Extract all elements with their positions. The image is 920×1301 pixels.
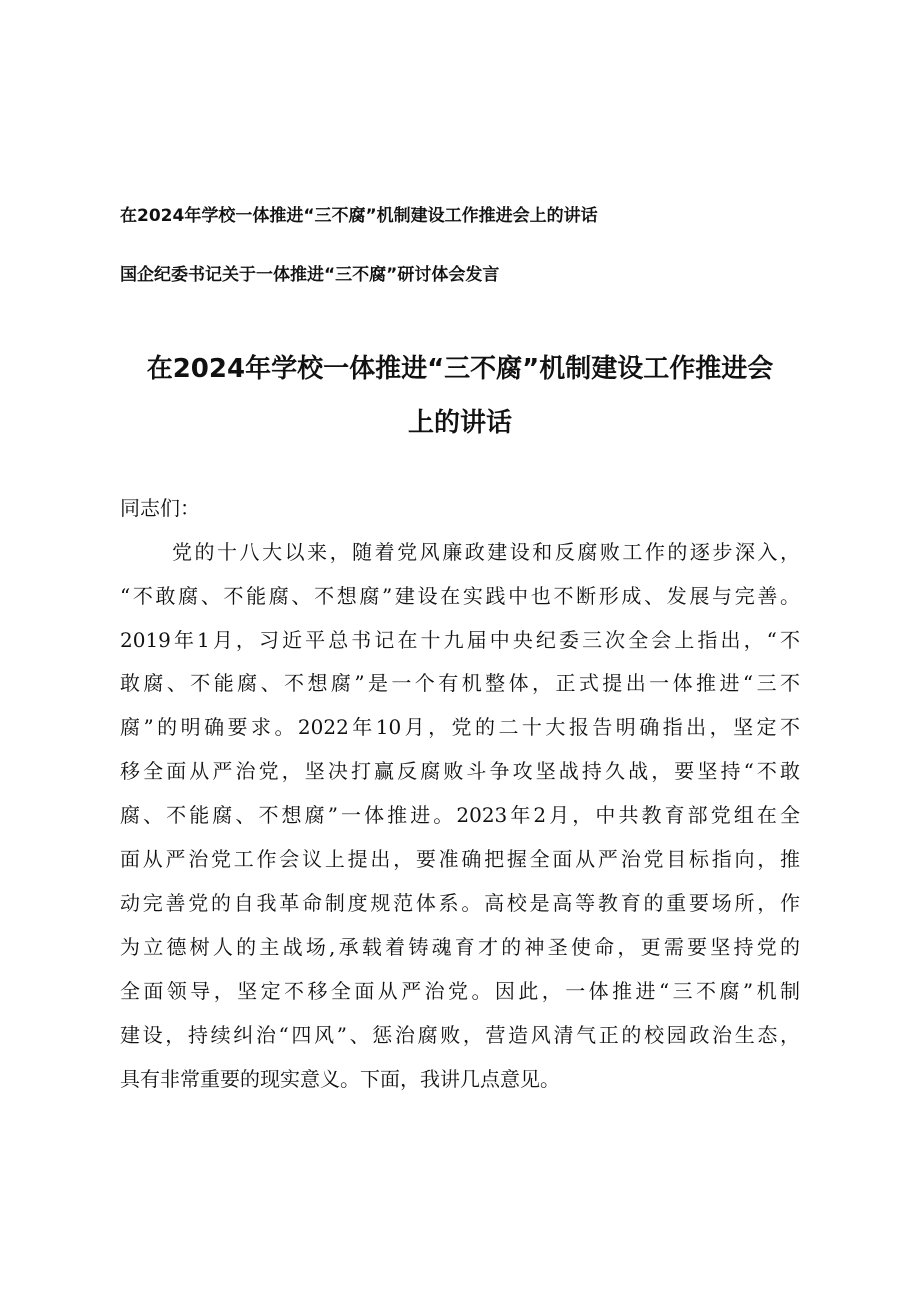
body-line: 为立德树人的主战场,承载着铸魂育才的神圣使命，更需要坚持党的 bbox=[120, 935, 800, 959]
greeting: 同志们： bbox=[120, 496, 200, 520]
body-line: 建设，持续纠治“四风”、惩治腐败，营造风清气正的校园政治生态， bbox=[120, 1023, 800, 1047]
toc-item-2: 国企纪委书记关于一体推进“三不腐”研讨体会发言 bbox=[120, 265, 500, 285]
body-line: 全面领导，坚定不移全面从严治党。因此，一体推进“三不腐”机制 bbox=[120, 979, 800, 1003]
page-title bbox=[120, 342, 800, 450]
body-line: 腐、不能腐、不想腐”一体推进。2023年2月，中共教育部党组在全 bbox=[120, 803, 800, 827]
body-line: 党的十八大以来，随着党风廉政建设和反腐败工作的逐步深入， bbox=[172, 540, 800, 564]
toc-item-1: 在2024年学校一体推进“三不腐”机制建设工作推进会上的讲话 bbox=[120, 206, 598, 226]
page-title-line-2: 上的讲话 bbox=[407, 408, 512, 438]
body-line: “不敢腐、不能腐、不想腐”建设在实践中也不断形成、发展与完善。 bbox=[120, 584, 800, 608]
body-line: 2019年1月，习近平总书记在十九届中央纪委三次全会上指出，“不 bbox=[120, 628, 800, 652]
body-line: 移全面从严治党，坚决打赢反腐败斗争攻坚战持久战，要坚持“不敢 bbox=[120, 759, 800, 783]
body-line: 敢腐、不能腐、不想腐”是一个有机整体，正式提出一体推进“三不 bbox=[120, 671, 800, 695]
body-line: 动完善党的自我革命制度规范体系。高校是高等教育的重要场所，作 bbox=[120, 891, 800, 915]
page-title-line-1: 在2024年学校一体推进“三不腐”机制建设工作推进会 bbox=[146, 354, 774, 384]
body-line: 腐”的明确要求。2022年10月，党的二十大报告明确指出，坚定不 bbox=[120, 715, 800, 739]
body-line: 面从严治党工作会议上提出，要准确把握全面从严治党目标指向，推 bbox=[120, 847, 800, 871]
body-line: 具有非常重要的现实意义。下面，我讲几点意见。 bbox=[120, 1067, 560, 1091]
